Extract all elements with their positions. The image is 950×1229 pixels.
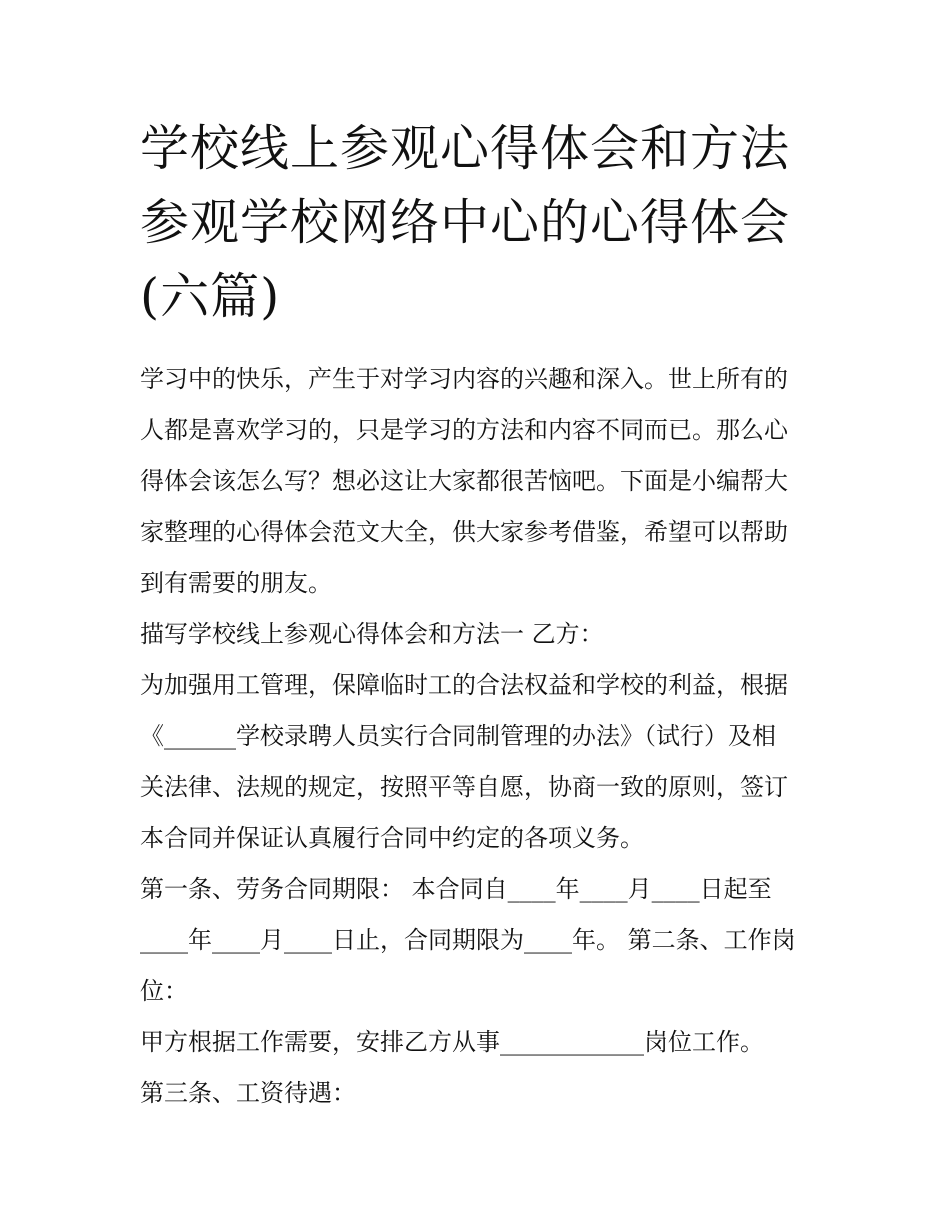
document-body xyxy=(140,354,830,1119)
body-line: 关法律、法规的规定，按照平等自愿，协商一致的原则，签订 xyxy=(140,773,788,801)
body-line: 为加强用工管理，保障临时工的合法权益和学校的利益，根据 xyxy=(140,671,788,699)
title-line: 参观学校网络中心的心得体会 xyxy=(140,194,791,251)
body-line: 得体会该怎么写？想必这让大家都很苦恼吧。下面是小编帮大 xyxy=(140,467,788,495)
body-line: 到有需要的朋友。 xyxy=(140,569,332,597)
section-heading: 描写学校线上参观心得体会和方法一 乙方： xyxy=(140,620,604,648)
body-line: 本合同并保证认真履行合同中约定的各项义务。 xyxy=(140,824,644,852)
clause-line: 第三条、工资待遇： xyxy=(140,1079,356,1107)
title-line: (六篇) xyxy=(140,268,281,325)
body-line: 家整理的心得体会范文大全，供大家参考借鉴，希望可以帮助 xyxy=(140,518,788,546)
body-line: 人都是喜欢学习的，只是学习的方法和内容不同而已。那么心 xyxy=(140,416,788,444)
body-line: 《______学校录聘人员实行合同制管理的办法》（试行）及相 xyxy=(140,722,776,750)
document-title xyxy=(140,112,840,334)
body-line: 学习中的快乐，产生于对学习内容的兴趣和深入。世上所有的 xyxy=(140,365,788,393)
clause-line: ____年____月____日止，合同期限为____年。 第二条、工作岗 xyxy=(140,926,796,954)
clause-line: 第一条、劳务合同期限： 本合同自____年____月____日起至 xyxy=(140,875,772,903)
body-line: 甲方根据工作需要，安排乙方从事____________岗位工作。 xyxy=(140,1028,764,1056)
title-line: 学校线上参观心得体会和方法 xyxy=(140,120,791,177)
clause-line: 位： xyxy=(140,977,188,1005)
